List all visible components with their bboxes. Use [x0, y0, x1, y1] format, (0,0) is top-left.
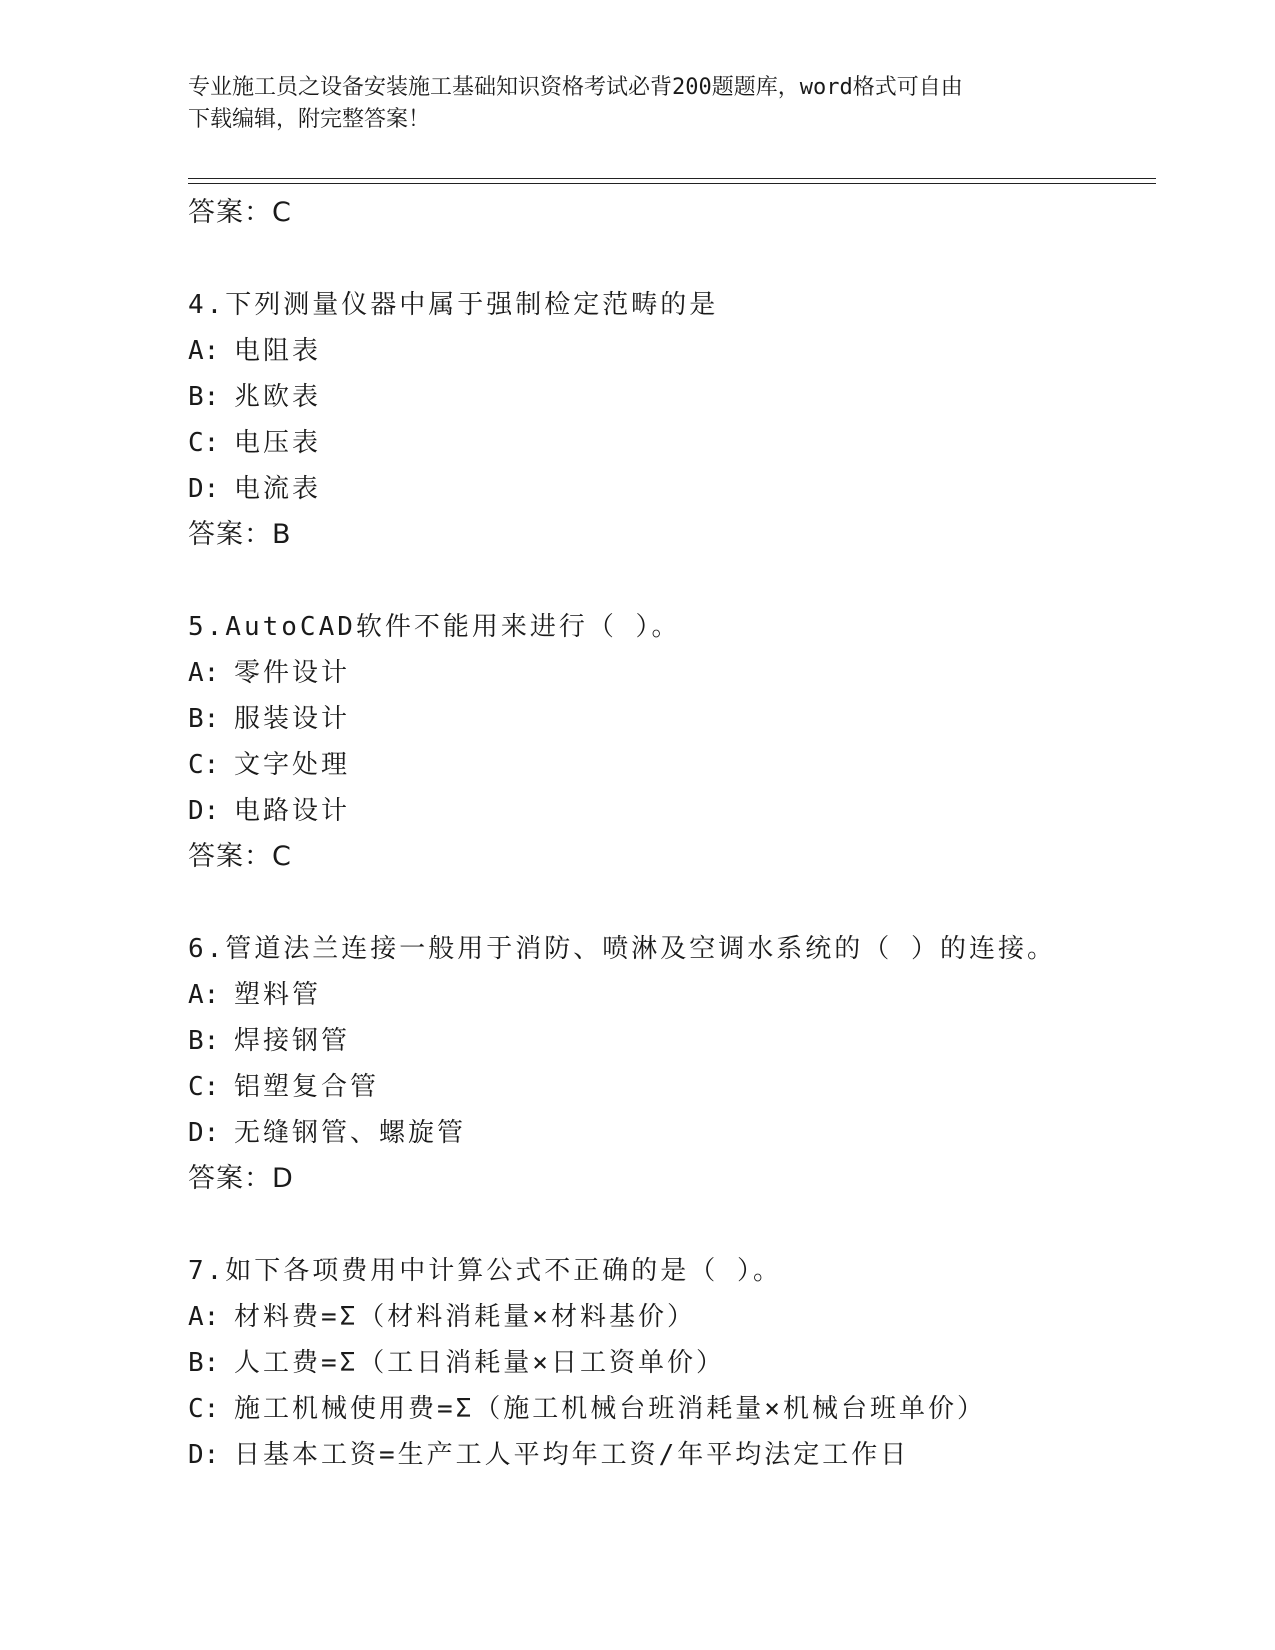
- option-b: [188, 1340, 1148, 1386]
- option-text: 电阻表: [234, 336, 322, 366]
- option-a: [188, 1294, 1148, 1340]
- option-text: 日基本工资=生产工人平均年工资/年平均法定工作日: [234, 1440, 910, 1470]
- option-label: A:: [188, 1302, 220, 1332]
- answer-label: 答案：: [188, 197, 272, 228]
- option-text: 电流表: [234, 474, 322, 504]
- option-c: [188, 420, 1148, 466]
- option-c: [188, 1386, 1148, 1432]
- question-4: [188, 282, 1148, 558]
- answer-label: 答案：: [188, 1163, 272, 1194]
- question-6: [188, 926, 1148, 1202]
- answer-value: B: [272, 519, 292, 550]
- option-label: B:: [188, 1348, 220, 1378]
- option-text: 焊接钢管: [234, 1026, 351, 1056]
- option-d: [188, 1110, 1148, 1156]
- answer-line: [188, 512, 1148, 558]
- option-b: [188, 696, 1148, 742]
- answer-value: C: [272, 197, 292, 228]
- option-b: [188, 1018, 1148, 1064]
- option-a: [188, 650, 1148, 696]
- document-header: [188, 72, 1068, 136]
- spacer: [188, 880, 1148, 926]
- question-list: [188, 190, 1148, 1478]
- question-title: 4.下列测量仪器中属于强制检定范畴的是: [188, 290, 719, 320]
- option-d: [188, 466, 1148, 512]
- option-label: C:: [188, 1394, 220, 1424]
- header-divider-top: [188, 178, 1156, 179]
- option-text: 塑料管: [234, 980, 322, 1010]
- option-text: 无缝钢管、螺旋管: [234, 1118, 467, 1148]
- option-text: 文字处理: [234, 750, 351, 780]
- option-text: 电压表: [234, 428, 322, 458]
- option-a: [188, 972, 1148, 1018]
- question-title: 6.管道法兰连接一般用于消防、喷淋及空调水系统的（ ）的连接。: [188, 934, 1056, 964]
- option-text: 材料费=Σ（材料消耗量×材料基价）: [234, 1302, 696, 1332]
- answer-line-prev: [188, 190, 1148, 236]
- option-c: [188, 1064, 1148, 1110]
- option-text: 铝塑复合管: [234, 1072, 380, 1102]
- option-label: A:: [188, 336, 220, 366]
- option-label: B:: [188, 1026, 220, 1056]
- option-label: D:: [188, 1440, 220, 1470]
- option-text: 人工费=Σ（工日消耗量×日工资单价）: [234, 1348, 725, 1378]
- answer-line: [188, 834, 1148, 880]
- option-text: 施工机械使用费=Σ（施工机械台班消耗量×机械台班单价）: [234, 1394, 986, 1424]
- answer-label: 答案：: [188, 841, 272, 872]
- question-title: 7.如下各项费用中计算公式不正确的是（ ）。: [188, 1256, 782, 1286]
- option-label: D:: [188, 474, 220, 504]
- header-divider-bottom: [188, 183, 1156, 184]
- option-d: [188, 788, 1148, 834]
- option-text: 电路设计: [234, 796, 351, 826]
- option-b: [188, 374, 1148, 420]
- option-text: 服装设计: [234, 704, 351, 734]
- option-d: [188, 1432, 1148, 1478]
- option-label: D:: [188, 1118, 220, 1148]
- question-7: [188, 1248, 1148, 1478]
- spacer: [188, 1202, 1148, 1248]
- option-a: [188, 328, 1148, 374]
- option-text: 零件设计: [234, 658, 351, 688]
- option-label: A:: [188, 980, 220, 1010]
- option-label: B:: [188, 382, 220, 412]
- option-c: [188, 742, 1148, 788]
- header-line-1: 专业施工员之设备安装施工基础知识资格考试必背200题题库，word格式可自由: [188, 75, 963, 100]
- answer-label: 答案：: [188, 519, 272, 550]
- answer-value: D: [272, 1163, 294, 1194]
- option-label: C:: [188, 750, 220, 780]
- question-title: 5.AutoCAD软件不能用来进行（ ）。: [188, 612, 681, 642]
- option-label: C:: [188, 428, 220, 458]
- header-line-2: 下载编辑，附完整答案！: [188, 107, 431, 132]
- answer-value: C: [272, 841, 292, 872]
- option-label: C:: [188, 1072, 220, 1102]
- answer-line: [188, 1156, 1148, 1202]
- option-text: 兆欧表: [234, 382, 322, 412]
- spacer: [188, 236, 1148, 282]
- option-label: A:: [188, 658, 220, 688]
- spacer: [188, 558, 1148, 604]
- option-label: D:: [188, 796, 220, 826]
- option-label: B:: [188, 704, 220, 734]
- question-5: [188, 604, 1148, 880]
